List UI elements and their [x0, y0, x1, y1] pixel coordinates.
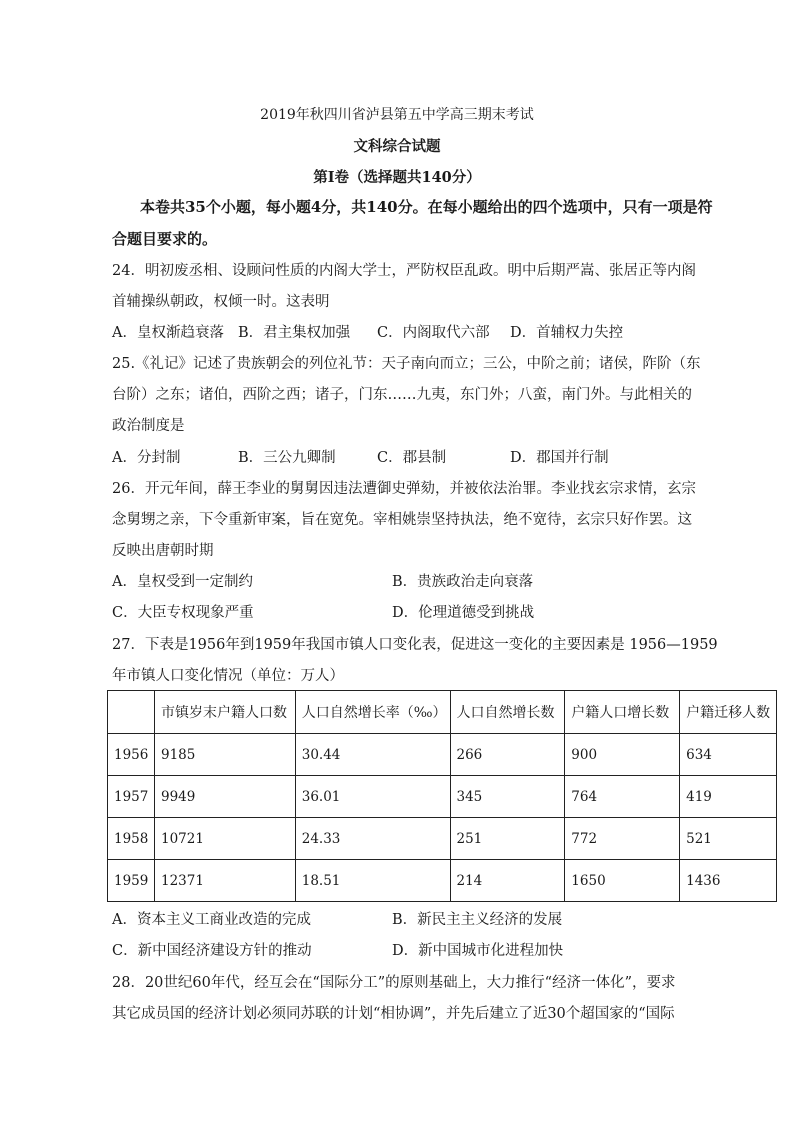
- q24-line-1: 24．明初废丞相、设顾问性质的内阁大学士，严防权臣乱政。明中后期严嵩、张居正等内阁: [112, 263, 696, 279]
- table-cell: 251: [450, 818, 565, 860]
- q26-option-b: B．贵族政治走向衰落: [392, 574, 534, 590]
- q24-option-c: C．内阁取代六部: [377, 325, 490, 341]
- q25-option-d: D．郡国并行制: [510, 450, 609, 466]
- table-row: [108, 860, 777, 902]
- table-cell: 764: [565, 776, 680, 818]
- q24-option-d: D．首辅权力失控: [510, 325, 624, 341]
- exam-title: 2019年秋四川省泸县第五中学高三期末考试: [260, 107, 534, 123]
- table-cell: 1650: [565, 860, 680, 902]
- table-cell: 9185: [154, 734, 295, 776]
- q26-option-d: D．伦理道德受到挑战: [392, 605, 535, 621]
- table-header-cell: 户籍迁移人数: [680, 691, 777, 734]
- q26-line-1: 26．开元年间，薛王李业的舅舅因违法遭御史弹劾，并被依法治罪。李业找玄宗求情，玄宗: [112, 481, 696, 497]
- table-cell: 30.44: [295, 734, 450, 776]
- q25-option-a: A．分封制: [112, 450, 181, 466]
- q25-line-2: 台阶）之东；诸伯，西阶之西；诸子，门东……九夷，东门外；八蛮，南门外。与此相关的: [112, 387, 692, 403]
- table-cell: 10721: [154, 818, 295, 860]
- q27-line-1: 27．下表是1956年到1959年我国市镇人口变化表，促进这一变化的主要因素是 1956—1959: [112, 637, 718, 653]
- table-cell: 1959: [108, 860, 155, 902]
- q25-line-3: 政治制度是: [112, 418, 185, 434]
- instructions-line-1: 本卷共35个小题，每小题4分，共140分。在每小题给出的四个选项中，只有一项是符: [140, 198, 713, 216]
- q26-option-c: C．大臣专权现象严重: [112, 605, 254, 621]
- table-header-cell: 市镇岁末户籍人口数: [154, 691, 295, 734]
- table-cell: 266: [450, 734, 565, 776]
- table-row: [108, 776, 777, 818]
- table-header-cell: [108, 691, 155, 734]
- table-cell: 9949: [154, 776, 295, 818]
- table-header-cell: 人口自然增长数: [450, 691, 565, 734]
- population-table: [107, 690, 777, 902]
- table-cell: 214: [450, 860, 565, 902]
- q24-line-2: 首辅操纵朝政，权倾一时。这表明: [112, 294, 330, 310]
- q27-option-c: C．新中国经济建设方针的推动: [112, 943, 312, 959]
- q27-option-a: A．资本主义工商业改造的完成: [112, 912, 311, 928]
- table-header-cell: 户籍人口增长数: [565, 691, 680, 734]
- q27-option-d: D．新中国城市化进程加快: [392, 943, 564, 959]
- q27-option-b: B．新民主主义经济的发展: [392, 912, 563, 928]
- table-row: [108, 734, 777, 776]
- subject-title: 文科综合试题: [353, 138, 441, 155]
- q24-option-a: A．皇权渐趋衰落: [112, 325, 224, 341]
- table-cell: 18.51: [295, 860, 450, 902]
- table-cell: 36.01: [295, 776, 450, 818]
- table-cell: 634: [680, 734, 777, 776]
- table-cell: 345: [450, 776, 565, 818]
- table-cell: 1956: [108, 734, 155, 776]
- q26-line-2: 念舅甥之亲，下令重新审案，旨在宽免。宰相姚崇坚持执法，绝不宽待，玄宗只好作罢。这: [112, 512, 692, 528]
- q26-option-a: A．皇权受到一定制约: [112, 574, 253, 590]
- q26-line-3: 反映出唐朝时期: [112, 543, 214, 559]
- q28-line-2: 其它成员国的经济计划必须同苏联的计划“相协调”，并先后建立了近30个超国家的“国际: [112, 1006, 675, 1022]
- table-cell: 419: [680, 776, 777, 818]
- table-cell: 1436: [680, 860, 777, 902]
- table-cell: 1958: [108, 818, 155, 860]
- table-cell: 772: [565, 818, 680, 860]
- table-cell: 12371: [154, 860, 295, 902]
- q25-option-b: B．三公九卿制: [238, 450, 336, 466]
- table-cell: 1957: [108, 776, 155, 818]
- table-row: [108, 818, 777, 860]
- table-cell: 900: [565, 734, 680, 776]
- q24-option-b: B．君主集权加强: [238, 325, 351, 341]
- table-cell: 521: [680, 818, 777, 860]
- q25-option-c: C．郡县制: [377, 450, 447, 466]
- q27-line-2: 年市镇人口变化情况（单位：万人）: [112, 668, 344, 684]
- table-cell: 24.33: [295, 818, 450, 860]
- q25-line-1: 25.《礼记》记述了贵族朝会的列位礼节：天子南向而立；三公，中阶之前；诸侯，阼阶（东: [112, 356, 701, 372]
- table-header-cell: 人口自然增长率（‰）: [295, 691, 450, 734]
- instructions-line-2: 合题目要求的。: [112, 230, 218, 248]
- q28-line-1: 28．20世纪60年代，经互会在“国际分工”的原则基础上，大力推行“经济一体化”，要求: [112, 975, 676, 991]
- section-title: 第Ⅰ卷（选择题共140分）: [313, 169, 481, 186]
- table-header-row: [108, 691, 777, 734]
